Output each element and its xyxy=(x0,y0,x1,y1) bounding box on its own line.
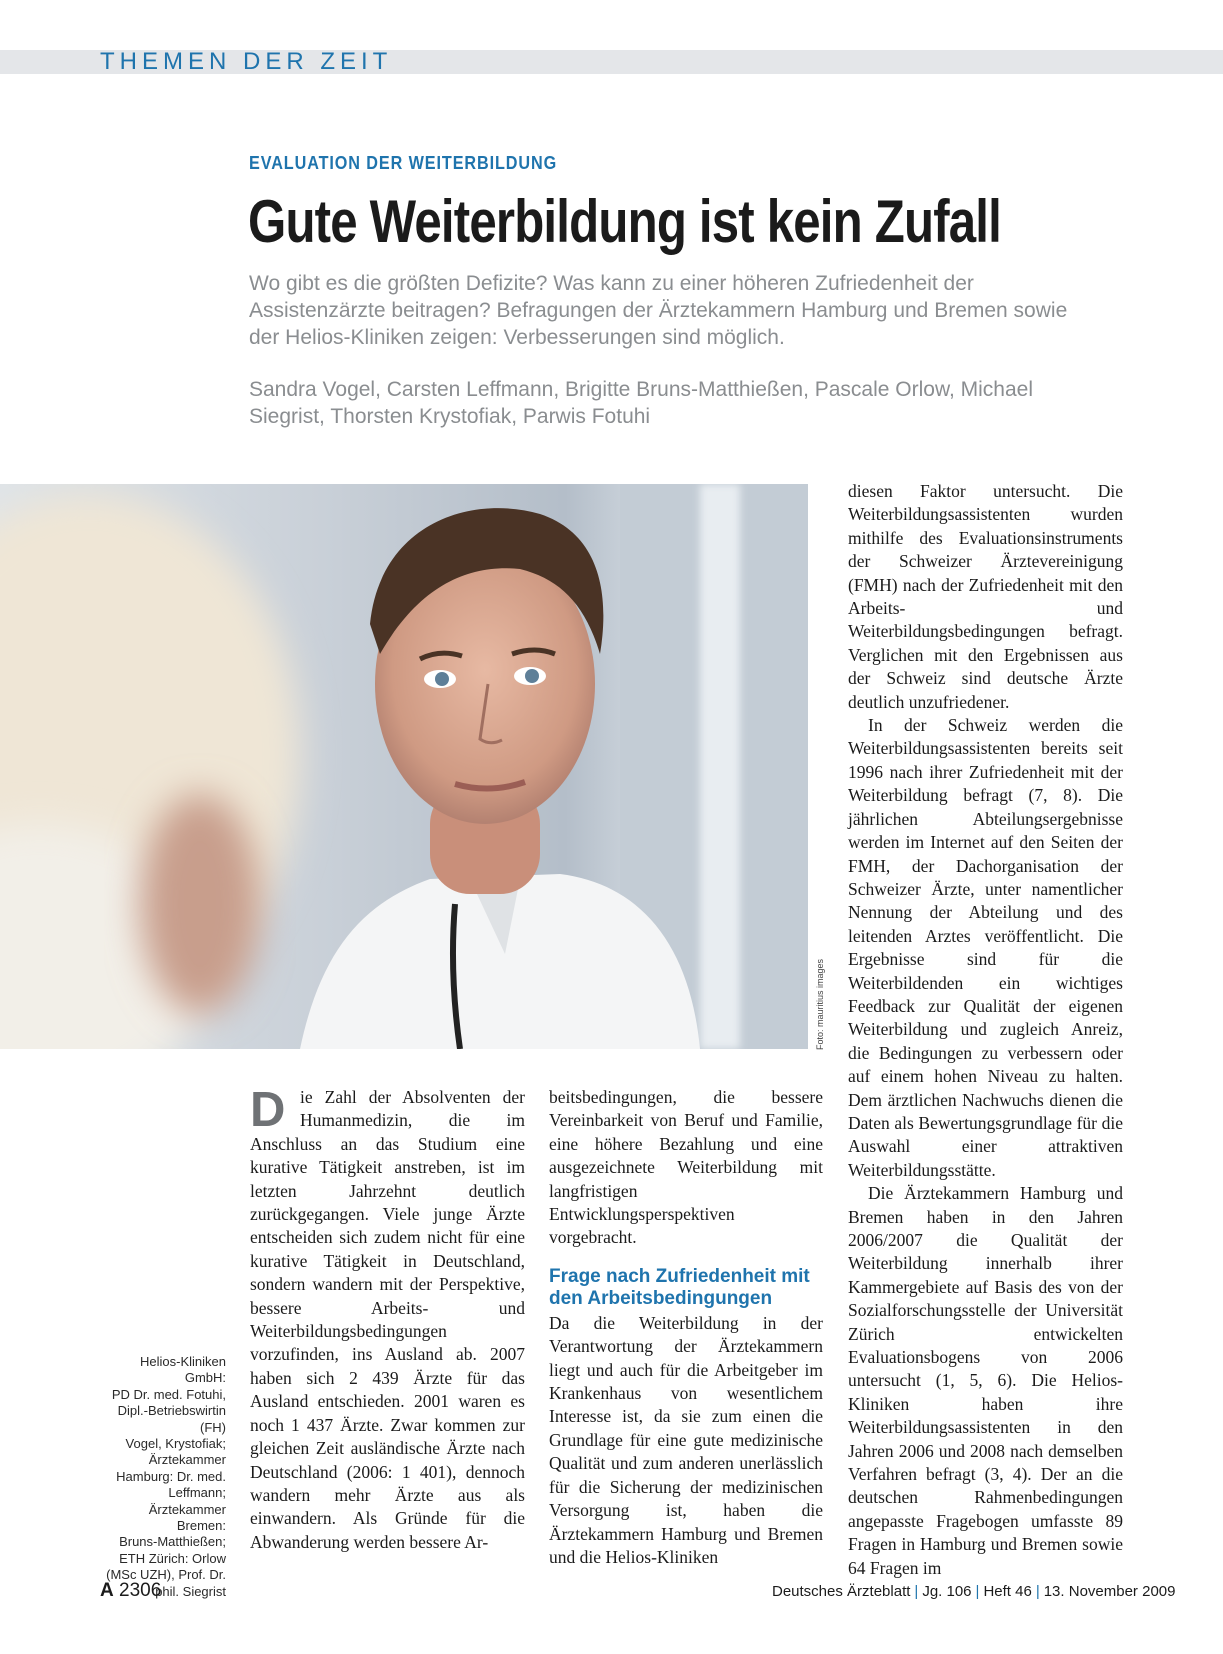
body-paragraph: ie Zahl der Absolventen der Humanmedizin, die im Anschluss an das Studium eine kurative Tätigkeit anstreben, ist im letzten Jahrzehnt deutlich zurückgegangen. Viele junge Ärzte entscheiden sich zudem nicht für eine kurative Tätigkeit in Deutschland, sondern wandern mit der Perspektive, bessere Arbeits- und Weiterbildungsbedingungen vorzufinden, ins Ausland ab. 2007 haben sich 2 439 Ärzte für das Ausland entschieden. 2001 waren es noch 1 437 Ärzte. Zwar kommen zur gleichen Zeit ausländische Ärzte nach Deutschland (2006: 1 401), dennoch wandern mehr Ärzte aus als einwandern. Als Gründe für die Abwanderung werden bessere Ar- xyxy=(250,1087,525,1552)
affiliation-line: Leffmann; xyxy=(168,1485,226,1501)
affiliation-line: Helios-Kliniken GmbH: xyxy=(140,1354,226,1386)
affiliation-line: ETH Zürich: Orlow xyxy=(119,1550,226,1566)
affiliation-line: Ärztekammer Bremen: xyxy=(148,1501,226,1534)
article-kicker: EVALUATION DER WEITERBILDUNG xyxy=(249,153,558,173)
journal-issue: Heft 46 xyxy=(983,1583,1032,1600)
body-paragraph: diesen Faktor untersucht. Die Weiterbildungsassistenten wurden mithilfe des Evaluationsinstruments der Schweizer Ärztevereinigung (FMH) nach der Zufriedenheit mit den Arbeits- und Weiterbildungsbedingungen befragt. Verglichen mit den Ergebnissen aus der Schweiz sind deutsche Ärzte deutlich unzufriedener. xyxy=(848,481,1123,712)
photo-credit: Foto: mauritius images xyxy=(815,958,825,1050)
page-number xyxy=(100,1580,161,1602)
article-authors: Sandra Vogel, Carsten Leffmann, Brigitte Bruns-Matthießen, Pascale Orlow, Michael Siegrist, Thorsten Krystofiak, Parwis Fotuhi xyxy=(249,378,1034,428)
journal-date: 13. November 2009 xyxy=(1043,1583,1176,1600)
affiliation-line: Bruns-Matthießen; xyxy=(119,1534,226,1550)
affiliation-line: PD Dr. med. Fotuhi, xyxy=(111,1386,226,1402)
section-label: THEMEN DER ZEIT xyxy=(100,48,393,75)
body-paragraph: In der Schweiz werden die Weiterbildungsassistenten bereits seit 1996 nach ihrer Zufriedenheit mit der Weiterbildung befragt (7, 8). Die jährlichen Abteilungsergebnisse werden im Internet auf den Seiten der FMH, der Dachorganisation der Schweizer Ärzte, unter namentlicher Nennung der Abteilung und des leitenden Arztes veröffentlicht. Die Ergebnisse sind für die Weiterbildenden ein wichtiges Feedback zur Qualität der eigenen Weiterbildung und zugleich Anreiz, die Bedingungen zu verbessern oder auf einem hohen Niveau zu halten. Dem ärztlichen Nachwuchs dienen die Daten als Bewertungsgrundlage für die Auswahl einer attraktiven Weiterbildungsstätte. xyxy=(848,715,1123,1180)
body-paragraph: beitsbedingungen, die bessere Vereinbarkeit von Beruf und Familie, eine höhere Bezahlung und eine ausgezeichnete Weiterbildung mit langfristigen Entwicklungsperspektiven vorgebracht. xyxy=(549,1087,823,1248)
affiliation-line: Dipl.-Betriebswirtin (FH) xyxy=(117,1403,226,1435)
section-subheading: Frage nach Zufriedenheit mit den Arbeitsbedingungen xyxy=(549,1265,810,1309)
affiliation-line: Hamburg: Dr. med. xyxy=(116,1468,226,1484)
body-column-3 xyxy=(848,480,1123,1580)
article-title: Gute Weiterbildung ist kein Zufall xyxy=(248,188,1002,255)
affiliation-line: phil. Siegrist xyxy=(155,1583,226,1599)
affiliation-line: Vogel, Krystofiak; xyxy=(125,1436,226,1452)
page-number-value: 2306 xyxy=(119,1580,162,1601)
body-paragraph: Da die Weiterbildung in der Verantwortung der Ärztekammern liegt und auch für die Arbeitgeber im Krankenhaus von wesentlichem Interesse ist, da sie zum einen die Grundlage für eine gute medizinische Qualität und zum anderen unerlässlich für die Sicherung der medizinischen Versorgung ist, haben die Ärztekammern Hamburg und Bremen und die Helios-Kliniken xyxy=(549,1312,823,1567)
author-affiliations xyxy=(96,1354,226,1600)
page-prefix: A xyxy=(100,1580,114,1601)
doctor-photo-illustration xyxy=(0,484,808,1049)
journal-name: Deutsches Ärzteblatt xyxy=(772,1583,911,1600)
affiliation-line: Ärztekammer xyxy=(148,1452,226,1468)
journal-volume: Jg. 106 xyxy=(922,1583,972,1600)
affiliation-line: (MSc UZH), Prof. Dr. xyxy=(106,1567,226,1583)
body-column-2 xyxy=(549,1086,823,1569)
drop-cap: D xyxy=(250,1083,286,1137)
body-paragraph: Die Ärztekammern Hamburg und Bremen haben in den Jahren 2006/2007 die Qualität der Weiterbildung innerhalb ihrer Kammergebiete auf Basis des von der Sozialforschungsstelle der Universität Zürich entwickelten Evaluationsbogens von 2006 untersucht (1, 5, 6). Die Helios-Kliniken haben ihre Weiterbildungsassistenten in den Jahren 2006 und 2008 nach demselben Verfahren befragt (3, 4). Der an die deutschen Rahmenbedingungen angepasste Fragebogen umfasste 89 Fragen in Hamburg und Bremen sowie 64 Fragen im xyxy=(848,1183,1123,1578)
journal-footer: Deutsches Ärzteblatt | Jg. 106 | Heft 46 | 13. November 2009 xyxy=(772,1583,1176,1600)
article-lead: Wo gibt es die größten Defizite? Was kann zu einer höheren Zufriedenheit der Assistenzärzte beitragen? Befragungen der Ärztekammern Hamburg und Bremen sowie der Helios-Kliniken zeigen: Verbesserungen sind möglich. xyxy=(249,272,1068,349)
article-photo xyxy=(0,484,808,1049)
body-column-1 xyxy=(250,1083,525,1554)
